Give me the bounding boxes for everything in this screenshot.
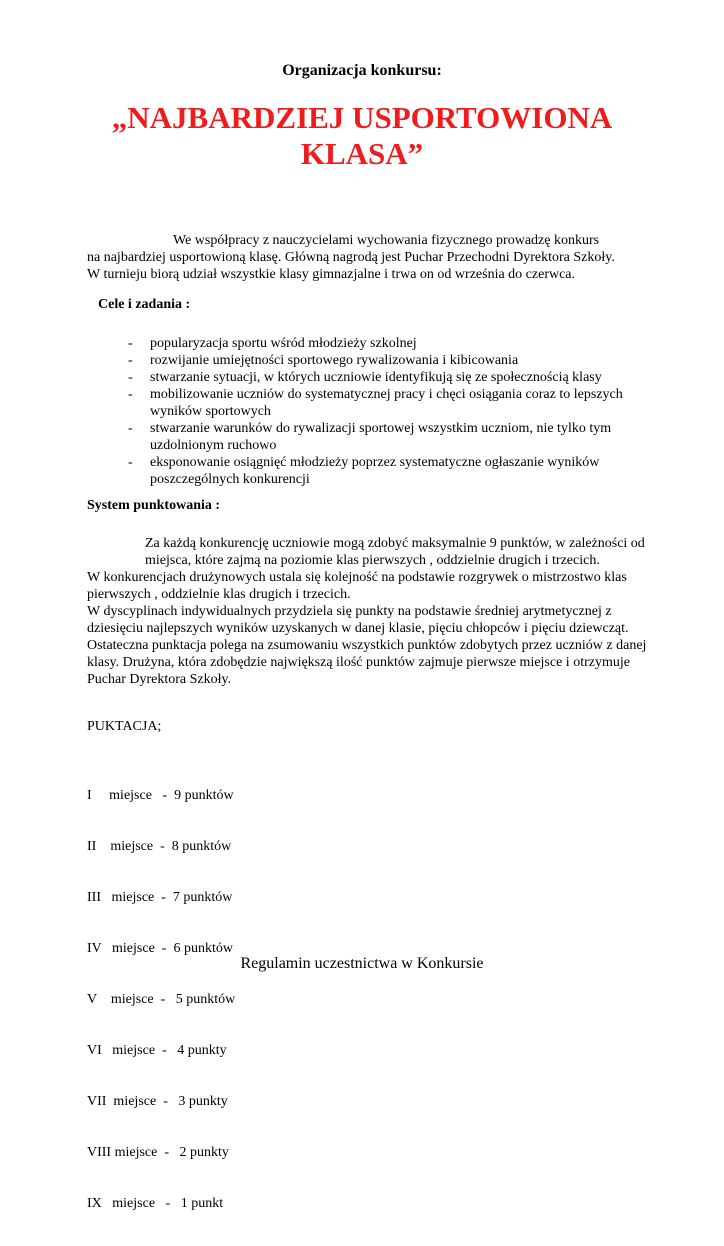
intro-line-3: W turnieju biorą udział wszystkie klasy gimnazjalne i trwa on od września do czerwca. [87, 267, 576, 282]
title-line-2: KLASA” [300, 136, 424, 171]
place-item: II miejsce - 8 punktów [87, 839, 232, 854]
goals-heading: Cele i zadania : [98, 297, 191, 312]
place-item: I miejsce - 9 punktów [87, 788, 234, 803]
goal-item: - stwarzanie sytuacji, w których uczniowie identyfikują się ze społecznością klasy [128, 369, 648, 386]
place-item: IX miejsce - 1 punkt [87, 1196, 224, 1211]
place-item: V miejsce - 5 punktów [87, 992, 236, 1007]
scoring-paragraph-4: Ostateczna punktacja polega na zsumowaniu wszystkich punktów zdobytych przez uczniów z danej klasy. Drużyna, która zdobędzie największą ilość punktów zajmuje pierwsze miejsce i otrzymuje Puchar Dyrektora Szkoły. [87, 638, 647, 687]
document-subtitle: Organizacja konkursu: [282, 62, 442, 79]
scoring-paragraph-2: W konkurencjach drużynowych ustala się kolejność na podstawie rozgrywek o mistrzostwo klas pierwszych , oddzielnie klas drugich i trzecich. [87, 570, 627, 602]
goal-item: - eksponowanie osiągnięć młodzieży poprzez systematyczne ogłaszanie wyników poszczególnych konkurencji [128, 454, 648, 488]
goal-item: - stwarzanie warunków do rywalizacji sportowej wszystkim uczniom, nie tylko tym uzdolnionym ruchowo [128, 420, 648, 454]
scoring-heading: System punktowania : [87, 498, 221, 513]
goal-item: - rozwijanie umiejętności sportowego rywalizowania i kibicowania [128, 352, 648, 369]
place-item: VI miejsce - 4 punkty [87, 1043, 227, 1058]
intro-paragraph [87, 232, 647, 283]
title-line-1: „NAJBARDZIEJ USPORTOWIONA [111, 100, 613, 135]
place-item: VIII miejsce - 2 punkty [87, 1145, 229, 1160]
place-item: VII miejsce - 3 punkty [87, 1094, 228, 1109]
scoring-paragraph-1: Za każdą konkurencję uczniowie mogą zdobyć maksymalnie 9 punktów, w zależności od miejsca, które zajmą na poziomie klas pierwszych , oddzielnie drugich i trzecich. [145, 536, 645, 568]
scoring-paragraph-3: W dyscyplinach indywidualnych przydziela się punkty na podstawie średniej arytmetycznej z dziesięciu najlepszych wyników uzyskanych w danej klasie, pięciu chłopców i pięciu dziewcząt. [87, 604, 629, 636]
places-list [87, 753, 235, 1246]
puktacja-heading: PUKTACJA; [87, 719, 162, 734]
intro-line-1: We współpracy z nauczycielami wychowania fizycznego prowadzę konkurs [173, 233, 600, 248]
scoring-text [87, 535, 657, 688]
document-title [0, 100, 724, 172]
goal-item: - mobilizowanie uczniów do systematycznej pracy i chęci osiągania coraz to lepszych wyników sportowych [128, 386, 648, 420]
intro-line-2: na najbardziej usportowioną klasę. Główną nagrodą jest Puchar Przechodni Dyrektora Szkoły. [87, 250, 615, 265]
footer-title: Regulamin uczestnictwa w Konkursie [240, 955, 484, 972]
goal-item: - popularyzacja sportu wśród młodzieży szkolnej [128, 335, 648, 352]
place-item: IV miejsce - 6 punktów [87, 941, 233, 956]
goals-list [128, 335, 648, 488]
place-item: III miejsce - 7 punktów [87, 890, 233, 905]
